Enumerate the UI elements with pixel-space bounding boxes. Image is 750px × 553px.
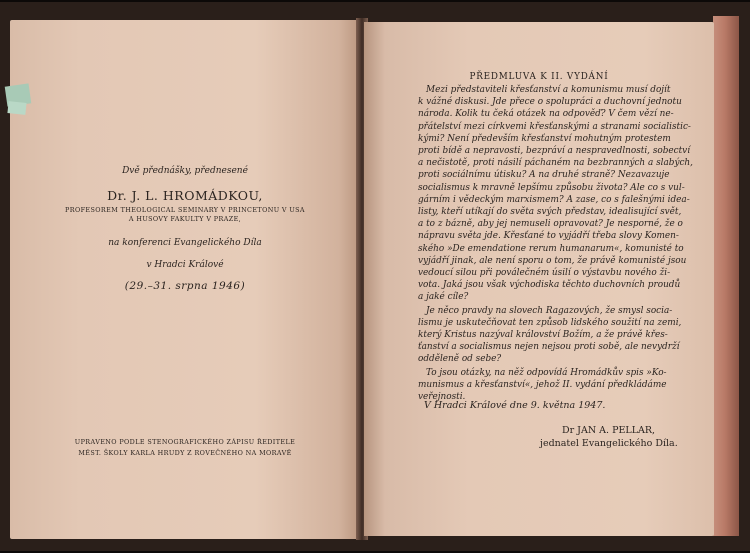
preface-line: kými? Není především křesťanství mohutným protestem (418, 133, 671, 144)
lecture-intro: Dvě přednášky, přednesené (122, 166, 248, 176)
preface-line: vedoucí silou při poválečném úsilí o výstavbu nového ži- (418, 268, 671, 278)
preface-line: k vážné diskusi. Jde přece o spolupráci a duchovní jednotu (418, 97, 682, 108)
footer-note-2: MĚST. ŠKOLY KARLA HRUDY Z ROVEČNÉHO NA MORAVĚ (78, 449, 292, 457)
conference-place: v Hradci Králové (146, 260, 224, 270)
left-page (10, 20, 360, 539)
preface-line: a to z bázně, aby jej nemuseli opravovat? Je nesporné, že o (418, 219, 683, 230)
footer-note-1: UPRAVENO PODLE STENOGRAFICKÉHO ZÁPISU ŘEDITELE (74, 438, 296, 446)
author-affiliation-2: A HUSOVY FAKULTY V PRAZE, (128, 215, 242, 223)
bookmark-tab-inner (7, 101, 26, 115)
preface-line: proti bídě a nepravosti, bezpráví a nespravedlnosti, sobectví (418, 146, 691, 156)
page-block-edge (713, 16, 739, 536)
preface-line: proti sociálnímu útisku? A na druhé straně? Nezavazuje (418, 170, 670, 181)
conference-dates: (29.–31. srpna 1946) (124, 280, 246, 292)
preface-line: ťanství a socialismus nejen nejsou proti sobě, ale nevydrží (418, 342, 680, 353)
preface-line: munismus a křesťanství«, jehož II. vydání předkládáme (418, 379, 667, 390)
author-affiliation-1: PROFESOREM THEOLOGICAL SEMINARY V PRINCETONU V USA (65, 206, 305, 214)
preface-line: a nečistotě, proti násilí páchaném na bezbranných a slabých, (418, 158, 693, 169)
preface-line: ského »De emendatione rerum humanarum«, komunisté to (418, 243, 684, 254)
preface-line: socialismus k mravně lepšímu způsobu života? Ale co s vul- (418, 182, 685, 193)
place-date: V Hradci Králové dne 9. května 1947. (424, 400, 606, 411)
preface-line: který Kristus nazýval království Božím, a že právě křes- (418, 330, 668, 340)
conference-name: na konferenci Evangelického Díla (108, 238, 262, 248)
preface-line: gárním i vědeckým marxismem? A zase, co s falešnými idea- (418, 194, 690, 205)
preface-heading: PŘEDMLUVA K II. VYDÁNÍ (469, 72, 609, 82)
preface-line: lismu je uskutečňovat ten způsob lidského soužití na zemi, (418, 317, 682, 328)
preface-line: a jaké cíle? (418, 292, 469, 303)
preface-line: odděleně od sebe? (418, 354, 502, 365)
right-page (364, 22, 714, 536)
preface-line: vota. Jaká jsou však východiska těchto duchovních proudů (418, 280, 681, 291)
signature-name: Dr JAN A. PELLAR, (562, 425, 656, 436)
signature-role: jednatel Evangelického Díla. (540, 438, 678, 449)
preface-line: veřejnosti. (418, 392, 466, 402)
preface-line: listy, kteří utíkají do světa svých představ, idealisující svět, (418, 207, 682, 217)
preface-line: přátelství mezi církvemi křesťanskými a stranami socialistic- (418, 121, 691, 132)
author-name: Dr. J. L. HROMÁDKOU, (107, 188, 263, 203)
preface-line: Je něco pravdy na slovech Ragazových, že smysl socia- (426, 305, 673, 316)
preface-line: vyjádří jinak, ale není sporu o tom, že právě komunisté jsou (418, 255, 687, 266)
preface-line: národa. Kolik tu čeká otázek na odpověď? V čem vězí ne- (418, 109, 674, 120)
preface-line: nápravu světa jde. Křesťané to vyjádří třeba slovy Komen- (418, 231, 679, 242)
preface-line: Mezi představiteli křesťanství a komunismu musí dojít (426, 85, 671, 95)
preface-line: To jsou otázky, na něž odpovídá Hromádkův spis »Ko- (426, 367, 667, 378)
